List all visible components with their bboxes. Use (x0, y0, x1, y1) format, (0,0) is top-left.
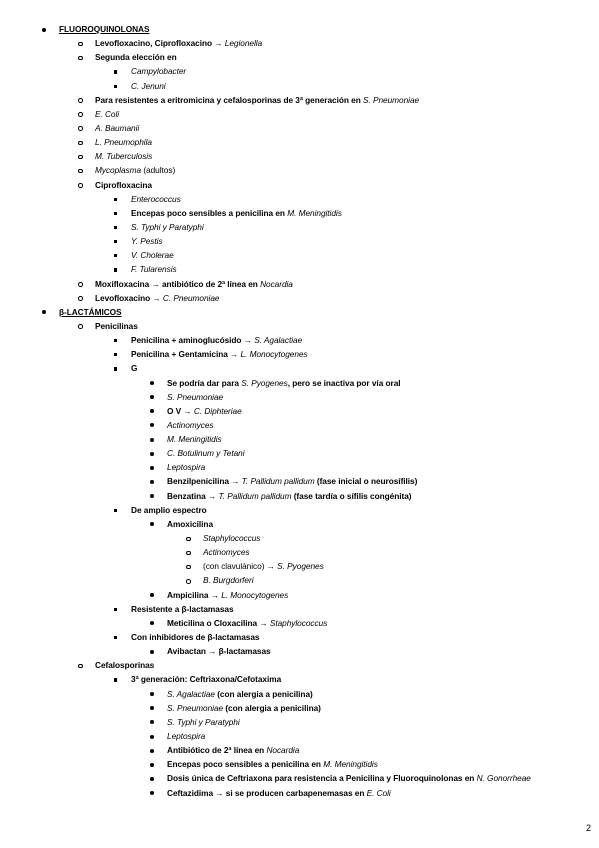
bullet-icon (41, 23, 49, 36)
list-item (131, 631, 259, 644)
list-item-text: Para resistentes a eritromicina y cefalosporinas de 3ª generación en (95, 94, 364, 105)
bullet-icon (113, 631, 121, 644)
bullet-icon (113, 263, 121, 276)
bullet-icon (185, 560, 193, 573)
list-item-text: S. Agalactiae (167, 688, 215, 699)
bullet-icon (149, 787, 157, 800)
list-item-text: Actinomyces (203, 547, 250, 558)
list-item-text: M. Meningitidis (323, 759, 378, 770)
list-item-text: V. Cholerae (131, 250, 174, 261)
bullet-icon (113, 504, 121, 517)
list-item-text: S. Agalactiae (254, 335, 303, 346)
list-item-text: Benzatina → (167, 490, 219, 501)
list-item-text: β-LACTÁMICOS (59, 306, 122, 317)
bullet-icon (113, 221, 121, 234)
list-item-text: E. Coli (366, 787, 391, 798)
list-item-text: Leptospira (167, 462, 206, 473)
list-item (167, 645, 271, 658)
list-item-text: Leptospira (167, 731, 206, 741)
list-item-text: T. Pallidum pallidum (218, 490, 292, 501)
list-item-text: Penicilinas (95, 320, 138, 331)
list-item (95, 122, 139, 135)
list-item (167, 589, 288, 602)
bullet-icon (149, 447, 157, 460)
bullet-icon (113, 65, 121, 78)
list-item-text: M. Tuberculosis (95, 151, 153, 162)
list-item-text: Amoxicilina (167, 518, 214, 529)
list-item-text: Enterococcus (131, 193, 181, 204)
page-number: 2 (585, 823, 591, 833)
bullet-icon (77, 164, 85, 177)
list-item-text: L. Monocytogenes (240, 349, 308, 360)
list-item (131, 673, 281, 686)
list-item-text: (con alergia a penicilina) (223, 702, 321, 713)
bullet-icon (149, 405, 157, 418)
list-item-text: T. Pallidum pallidum (241, 476, 315, 487)
list-item (95, 136, 152, 149)
list-item-text: (con clavulánico) → (203, 561, 278, 572)
bullet-icon (149, 772, 157, 785)
bullet-icon (149, 744, 157, 757)
list-item (95, 292, 219, 305)
list-item-text: G (131, 363, 138, 374)
list-item-text: Cefalosporinas (95, 660, 155, 671)
list-item-text: Segunda elección en (95, 52, 177, 63)
list-item (203, 574, 254, 587)
list-item (167, 744, 299, 757)
list-item (203, 546, 249, 559)
bullet-icon (77, 94, 85, 107)
bullet-icon (149, 702, 157, 715)
bullet-icon (77, 51, 85, 64)
bullet-icon (113, 362, 121, 375)
bullet-icon (77, 122, 85, 135)
list-item (131, 221, 204, 234)
list-item (203, 560, 324, 573)
list-item (167, 475, 417, 488)
list-item-text: S. Pyogenes (277, 561, 324, 572)
list-item (167, 688, 313, 701)
list-item (131, 603, 234, 616)
bullet-icon (41, 306, 49, 319)
list-item (95, 37, 262, 50)
bullet-icon (149, 688, 157, 701)
bullet-icon (113, 249, 121, 262)
list-item-text: Staphylococcus (203, 533, 261, 544)
list-item-text: C. Pneumoniae (162, 292, 220, 303)
list-item (167, 787, 391, 800)
bullet-icon (149, 391, 157, 404)
list-item (167, 447, 245, 460)
bullet-icon (77, 136, 85, 149)
bullet-icon (77, 150, 85, 163)
list-item (59, 306, 122, 319)
list-item (131, 348, 308, 361)
bullet-icon (149, 475, 157, 488)
bullet-icon (149, 461, 157, 474)
bullet-icon (149, 758, 157, 771)
list-item-text: F. Tularensis (131, 264, 177, 275)
list-item (131, 362, 137, 375)
bullet-icon (113, 193, 121, 206)
list-item-text: (fase inicial o neurosífilis) (314, 476, 418, 487)
list-item-text: Moxifloxacina → antibiótico de 2ª línea en (95, 278, 261, 289)
bullet-icon (77, 292, 85, 305)
list-item-text: Con inhibidores de β-lactamasas (131, 632, 260, 643)
list-item-text: S. Pneumoniae (167, 702, 224, 713)
list-item (95, 659, 154, 672)
list-item-text: Encepas poco sensibles a penicilina en (131, 207, 288, 218)
list-item-text: S. Pneumoniae (167, 391, 224, 402)
list-item (167, 391, 223, 404)
bullet-icon (77, 278, 85, 291)
list-item (95, 179, 152, 192)
bullet-icon (185, 532, 193, 545)
bullet-icon (113, 673, 121, 686)
bullet-icon (113, 348, 121, 361)
bullet-icon (149, 645, 157, 658)
bullet-icon (113, 235, 121, 248)
list-item-text: Avibactan → β-lactamasas (167, 646, 271, 657)
bullet-icon (149, 490, 157, 503)
bullet-icon (77, 108, 85, 121)
bullet-icon (113, 207, 121, 220)
list-item-text: S. Pneumoniae (363, 94, 420, 105)
list-item (131, 334, 302, 347)
list-item-text: S. Typhi y Paratyphi (131, 221, 204, 232)
bullet-icon (77, 320, 85, 333)
list-item (167, 461, 205, 474)
list-item-text: Penicilina + aminoglucósido → (131, 335, 255, 346)
list-item-text: Benzilpenicilina → (167, 476, 242, 487)
bullet-icon (149, 518, 157, 531)
bullet-icon (113, 603, 121, 616)
list-item (131, 263, 177, 276)
list-item-text: B. Burgdorferi (203, 575, 254, 586)
list-item-text: L. Monocytogenes (221, 589, 289, 600)
bullet-icon (77, 179, 85, 192)
list-item-text: Actinomyces (167, 419, 214, 430)
list-item (95, 108, 119, 121)
list-item-text: Nocardia (260, 278, 293, 289)
list-item (59, 23, 149, 36)
bullet-icon (149, 730, 157, 743)
list-item-text: M. Meningitidis (167, 434, 222, 445)
list-item (167, 758, 378, 771)
list-item-text: E. Coli (95, 108, 120, 119)
list-item-text: Antibiótico de 2ª línea en (167, 745, 267, 756)
list-item (167, 518, 213, 531)
list-item-text: S. Typhi y Paratyphi (167, 716, 240, 727)
list-item (131, 80, 166, 93)
list-item-text: C. Jenuni (131, 80, 166, 91)
list-item (167, 490, 411, 503)
list-item (131, 193, 181, 206)
bullet-icon (77, 659, 85, 672)
list-item-text: (adultos) (141, 165, 176, 176)
list-item-text: Campylobacter (131, 66, 187, 77)
list-item-text: Staphylococcus (269, 617, 328, 628)
list-item (167, 730, 205, 743)
list-item (203, 532, 260, 545)
list-item-text: S. Pyogenes (241, 377, 288, 388)
list-item-text: N. Gonorrheae (476, 773, 531, 784)
list-item-text: L. Pneumophila (95, 137, 152, 148)
list-item (131, 235, 163, 248)
list-item-text: Meticilina o Cloxacilina → (167, 617, 270, 628)
list-item-text: Y. Pestis (131, 236, 163, 247)
list-item-text: FLUOROQUINOLONAS (59, 24, 150, 34)
list-item (95, 278, 293, 291)
list-item (95, 150, 152, 163)
list-item-text: Penicilina + Gentamicina → (131, 349, 241, 360)
list-item (95, 94, 419, 107)
list-item-text: Mycoplasma (95, 165, 142, 176)
list-item (131, 65, 186, 78)
bullet-icon (149, 433, 157, 446)
bullet-icon (113, 80, 121, 93)
list-item-text: C. Botulinum y Tetani (167, 448, 245, 459)
list-item-text: Dosis única de Ceftriaxona para resistencia a Penicilina y Fluoroquinolonas en (167, 773, 477, 784)
list-item-text: Legionella (224, 38, 263, 49)
bullet-icon (113, 334, 121, 347)
bullet-icon (185, 546, 193, 559)
list-item-text: Ceftazidima → si se producen carbapenemasas en (167, 787, 367, 798)
list-item (167, 377, 401, 390)
list-item (167, 617, 327, 630)
list-item-text: A. Baumanii (95, 122, 140, 133)
list-item-text: (fase tardía o sífilis congénita) (291, 490, 412, 501)
list-item-text: Resistente a β-lactamasas (131, 603, 234, 614)
list-item-text: Encepas poco sensibles a penicilina en (167, 759, 324, 770)
list-item (95, 164, 175, 177)
list-item (167, 716, 240, 729)
bullet-icon (185, 574, 193, 587)
bullet-icon (149, 377, 157, 390)
list-item-text: M. Meningitidis (287, 207, 342, 218)
bullet-icon (77, 37, 85, 50)
bullet-icon (149, 419, 157, 432)
list-item (131, 249, 174, 262)
list-item (131, 207, 342, 220)
list-item-text: Nocardia (266, 745, 300, 756)
bullet-icon (149, 589, 157, 602)
list-item (95, 51, 177, 64)
list-item-text: Levofloxacino, Ciprofloxacino → (95, 38, 225, 49)
list-item (167, 433, 222, 446)
list-item-text: Ampicilina → (167, 589, 222, 600)
list-item-text: , pero se inactiva por vía oral (287, 377, 401, 388)
list-item-text: Ciprofloxacina (95, 179, 152, 190)
list-item-text: Levofloxacino → (95, 292, 163, 303)
bullet-icon (149, 716, 157, 729)
list-item (95, 320, 138, 333)
list-item-text: (con alergia a penicilina) (214, 688, 313, 699)
bullet-icon (149, 617, 157, 630)
list-item-text: Se podría dar para (167, 377, 242, 388)
list-item-text: De amplio espectro (131, 504, 207, 515)
list-item (167, 405, 242, 418)
list-item (131, 504, 207, 517)
list-item (167, 702, 321, 715)
list-item (167, 772, 531, 785)
list-item-text: O V → (167, 405, 194, 416)
list-item-text: C. Diphteriae (193, 405, 242, 416)
list-item (167, 419, 213, 432)
list-item-text: 3ª generación: Ceftriaxona/Cefotaxima (131, 674, 282, 685)
